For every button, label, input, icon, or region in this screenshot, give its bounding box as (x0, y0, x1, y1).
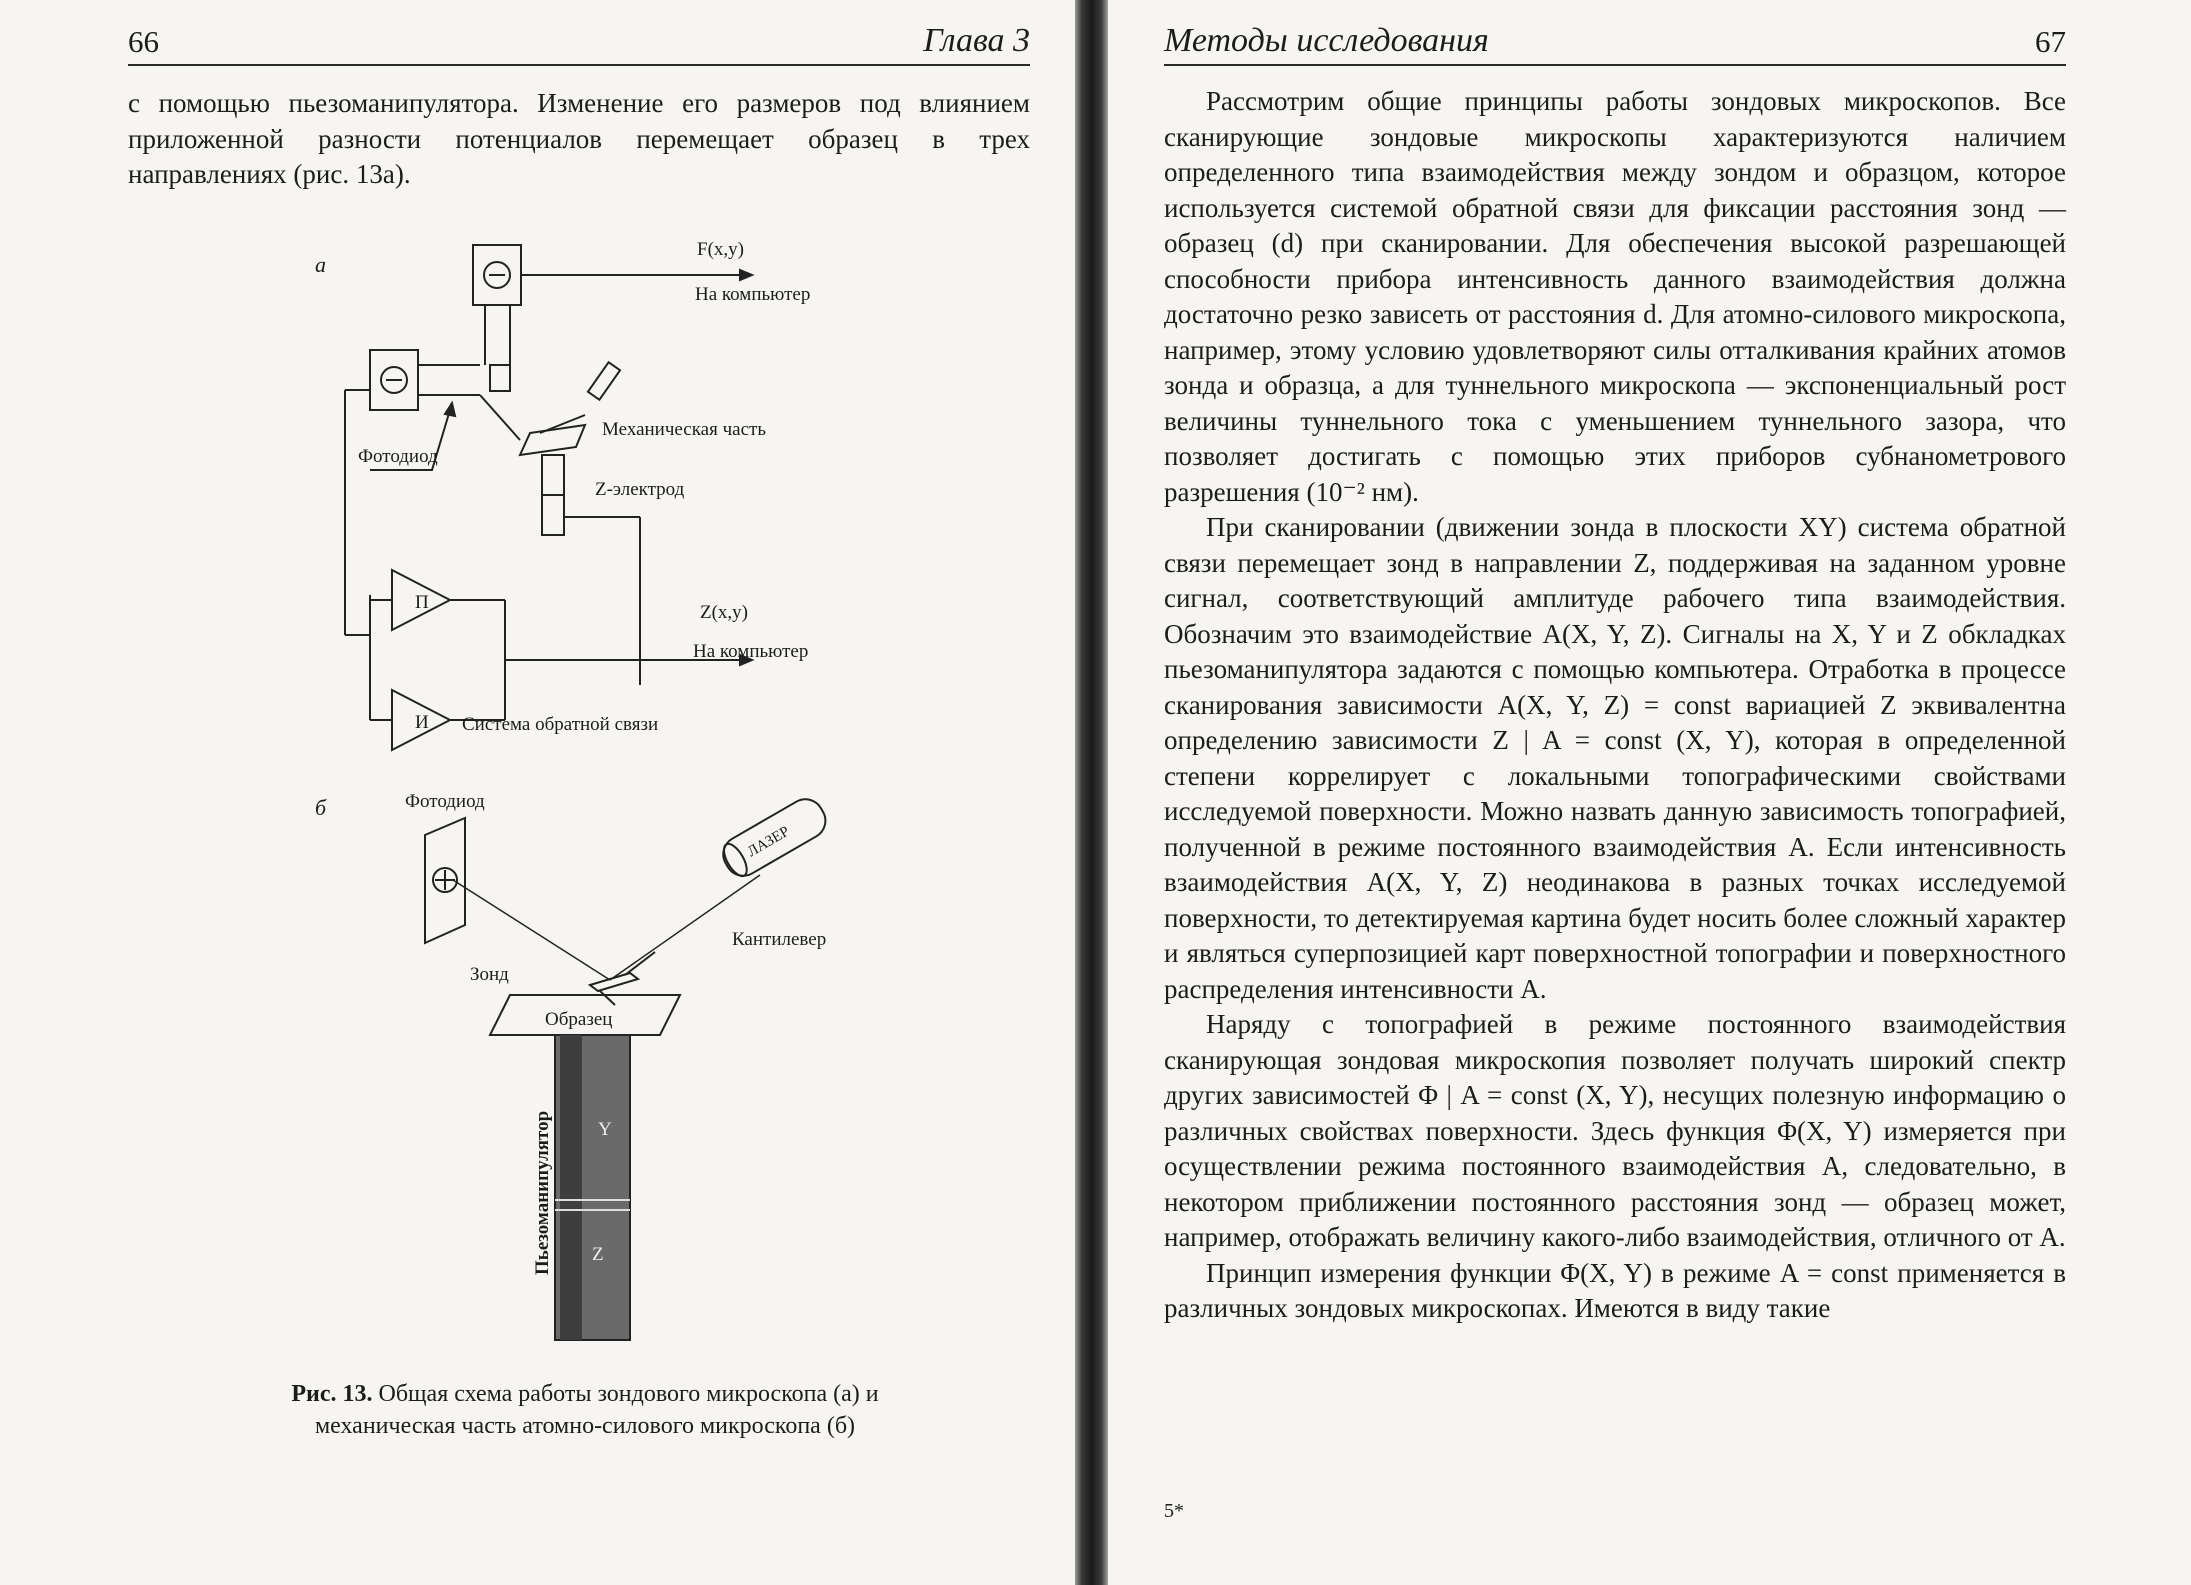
label-mechanical-part: Механическая часть (602, 419, 766, 440)
label-sample: Образец (545, 1009, 613, 1030)
label-cantilever: Кантилевер (732, 929, 827, 950)
label-amp-i: И (415, 712, 429, 733)
cantilever (590, 973, 638, 991)
laser-small (588, 362, 620, 400)
paragraph: При сканировании (движении зонда в плоскости XY) система обратной связи перемещает зонд в направлении Z, поддерживая на заданном уровне сигнал, соответствующий амплитуде рабочего типа взаимодействия. Обозначим это взаимодействие A(X, Y, Z). Сигналы на X, Y и Z обкладках пьезоманипулятора задаются с помощью компьютера. Отработка в процессе сканирования зависимости A(X, Y, Z) = const вариацией Z эквивалентна определению зависимости Z | A = const (X, Y), которая в определенной степени коррелирует с локальными топографическими свойствами исследуемой поверхности. Можно назвать данную зависимость топографией, полученной в режиме постоянного взаимодействия A. Если интенсивность взаимодействия A(X, Y, Z) неодинакова в разных точках исследуемой поверхности, то детектируемая картина будет носить более сложный характер и являться суперпозицией карт поверхностной топографии и поверхностного распределения интенсивности A. (1164, 512, 2066, 1004)
label-to-computer-1: На компьютер (695, 284, 811, 305)
label-f-xy: F(x,y) (697, 239, 744, 260)
left-page-header (128, 20, 1030, 66)
page-number: 66 (128, 24, 159, 59)
label-feedback-system: Система обратной связи (462, 714, 659, 735)
paragraph: Наряду с топографией в режиме постоянного взаимодействия сканирующая зондовая микроскопия позволяет получать широкий спектр других зависимостей Φ | A = const (X, Y), несущих полезную информацию о различных свойствах поверхности. Здесь функция Φ(X, Y) измеряется при осуществлении режима постоянного взаимодействия A, следовательно, в некотором приближении постоянного расстояния зонд — образец может, например, отображать величину какого-либо взаимодействия, отличного от A. (1164, 1009, 2066, 1252)
label-z-xy: Z(x,y) (700, 602, 749, 623)
paragraph: с помощью пьезоманипулятора. Изменение его размеров под влиянием приложенной разности потенциалов перемещает образец в трех направлениях (рис. 13а). (128, 88, 1030, 189)
panel-b-label: б (315, 795, 327, 820)
panel-a-label: а (315, 252, 326, 277)
sample-plate (520, 425, 585, 455)
paragraph: Принцип измерения функции Φ(X, Y) в режиме A = const применяется в различных зондовых микроскопах. Имеются в виду такие (1164, 1257, 2066, 1323)
right-body-text (1164, 84, 2066, 1327)
label-axis-z: Z (592, 1244, 604, 1265)
label-z-electrode: Z-электрод (595, 479, 685, 500)
label-probe: Зонд (470, 964, 509, 985)
right-page-header (1164, 20, 2066, 66)
paragraph: Рассмотрим общие принципы работы зондовых микроскопов. Все сканирующие зондовые микроскопы характеризуются наличием определенного типа взаимодействия между зондом и образцом, которое используется системой обратной связи для фиксации расстояния зонд — образец (d) при сканировании. Для обеспечения высокой разрешающей способности прибора интенсивность данного взаимодействия должна достаточно резко зависеть от расстояния d. Для атомно-силового микроскопа, например, этому условию удовлетворяют силы отталкивания крайних атомов зонда и образца, а для туннельного микроскопа — экспоненциальный рост величины туннельного тока с уменьшением туннельного зазора, что позволяет достигать с помощью этих приборов субнанометрового разрешения (10⁻² нм). (1164, 86, 2066, 507)
right-page (1108, 0, 2191, 1585)
label-piezo: Пьезоманипулятор (532, 1110, 553, 1275)
figure-caption (240, 1378, 930, 1442)
signature-mark: 5* (1164, 1500, 1184, 1522)
label-laser: ЛАЗЕР (744, 823, 793, 861)
label-photodiode-b: Фотодиод (405, 791, 485, 812)
chapter-header: Методы исследования (1164, 22, 1489, 59)
left-page (0, 0, 1075, 1585)
label-amp-p: П (415, 592, 429, 613)
chapter-header: Глава 3 (923, 22, 1030, 59)
book-spine (1075, 0, 1108, 1585)
microscope-diagram (280, 215, 980, 1365)
caption-number: Рис. 13. (291, 1381, 373, 1407)
caption-text: Общая схема работы зондового микроскопа (а) и механическая часть атомно-силового микроскопа (б) (314, 1381, 879, 1439)
label-to-computer-2: На компьютер (693, 641, 809, 662)
left-body-text (128, 86, 1030, 193)
label-axis-y: Y (598, 1119, 612, 1140)
label-photodiode-a: Фотодиод (358, 446, 438, 467)
page-number: 67 (2035, 24, 2066, 59)
